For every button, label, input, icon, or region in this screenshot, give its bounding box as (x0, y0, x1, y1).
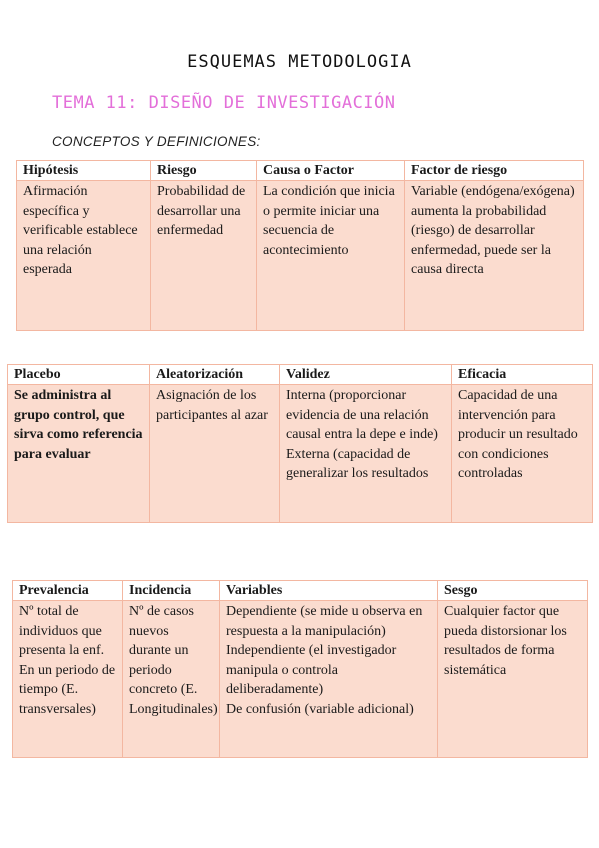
header-validez: Validez (280, 365, 452, 385)
header-placebo: Placebo (8, 365, 150, 385)
header-incidencia: Incidencia (123, 581, 220, 601)
cell-eficacia: Capacidad de una intervención para producir un resultado con condiciones controladas (452, 385, 593, 523)
cell-sesgo: Cualquier factor que pueda distorsionar los resultados de forma sistemática (438, 601, 588, 758)
header-causa-factor: Causa o Factor (257, 161, 405, 181)
header-eficacia: Eficacia (452, 365, 593, 385)
concepts-table-3 (12, 580, 588, 758)
header-aleatorizacion: Aleatorización (150, 365, 280, 385)
table-row (13, 601, 588, 758)
header-variables: Variables (220, 581, 438, 601)
section-subtitle: CONCEPTOS Y DEFINICIONES: (52, 134, 261, 149)
header-prevalencia: Prevalencia (13, 581, 123, 601)
table-header-row (8, 365, 593, 385)
topic-heading: TEMA 11: DISEÑO DE INVESTIGACIÓN (52, 93, 396, 113)
table-header-row (17, 161, 584, 181)
cell-placebo: Se administra al grupo control, que sirva como referencia para evaluar (8, 385, 150, 523)
cell-causa-factor: La condición que inicia o permite iniciar una secuencia de acontecimiento (257, 181, 405, 331)
cell-validez: Interna (proporcionar evidencia de una relación causal entra la depe e inde) Externa (capacidad de generalizar los resultados (280, 385, 452, 523)
cell-hipotesis: Afirmación específica y verificable establece una relación esperada (17, 181, 151, 331)
cell-incidencia: Nº de casos nuevos durante un periodo concreto (E. Longitudinales) (123, 601, 220, 758)
cell-riesgo: Probabilidad de desarrollar una enfermedad (151, 181, 257, 331)
header-hipotesis: Hipótesis (17, 161, 151, 181)
table-header-row (13, 581, 588, 601)
table-row (17, 181, 584, 331)
header-sesgo: Sesgo (438, 581, 588, 601)
cell-prevalencia: Nº total de individuos que presenta la enf. En un periodo de tiempo (E. transversales) (13, 601, 123, 758)
cell-aleatorizacion: Asignación de los participantes al azar (150, 385, 280, 523)
concepts-table-1 (16, 160, 584, 331)
cell-variables: Dependiente (se mide u observa en respuesta a la manipulación) Independiente (el investigador manipula o controla deliberadamente) De confusión (variable adicional) (220, 601, 438, 758)
header-riesgo: Riesgo (151, 161, 257, 181)
header-factor-riesgo: Factor de riesgo (405, 161, 584, 181)
concepts-table-2 (7, 364, 593, 523)
cell-factor-riesgo: Variable (endógena/exógena) aumenta la probabilidad (riesgo) de desarrollar enfermedad, puede ser la causa directa (405, 181, 584, 331)
document-title: ESQUEMAS METODOLOGIA (187, 52, 412, 72)
table-row (8, 385, 593, 523)
